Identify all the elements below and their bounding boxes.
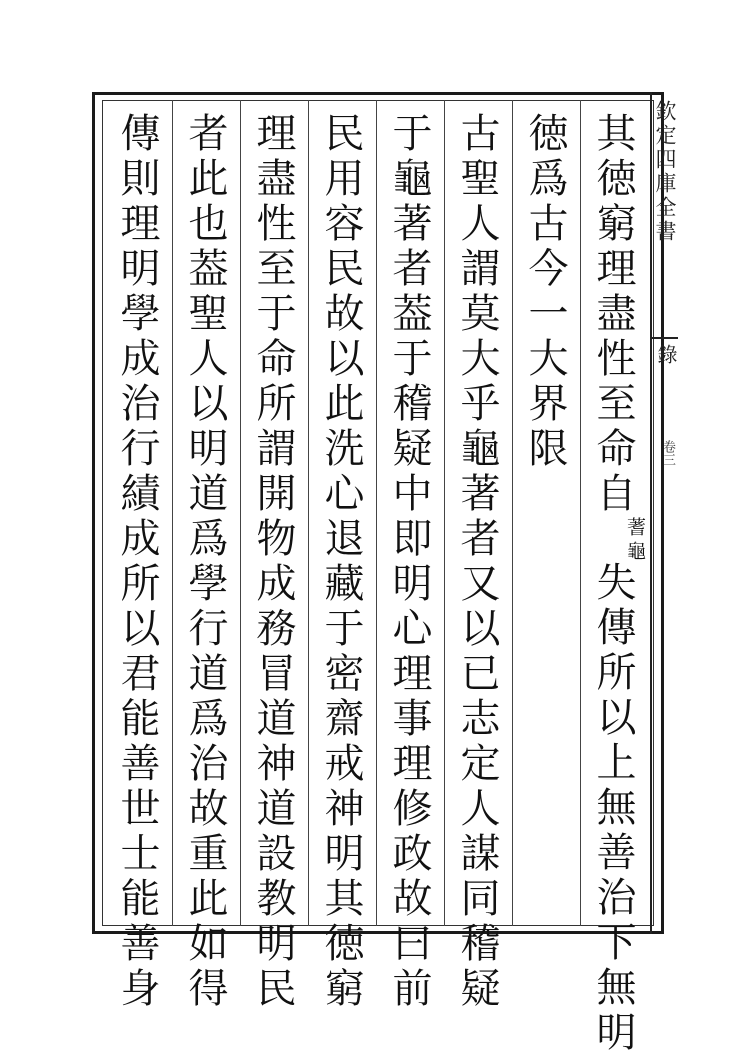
- text-column-7: [182, 112, 228, 1012]
- column-rule: [308, 100, 309, 926]
- interlinear-note: [600, 517, 646, 565]
- column-text: 徳爲古今一大界限: [522, 112, 568, 472]
- column-text: 失傳所以上無善治下無明: [590, 561, 636, 1056]
- text-column-3: [454, 112, 500, 1012]
- column-text: 傳則理明學成治行績成所以君能善世士能善身: [114, 112, 160, 1012]
- text-column-2: [522, 112, 568, 472]
- band-separator: [650, 337, 678, 339]
- column-rule: [580, 100, 581, 926]
- column-rule: [376, 100, 377, 926]
- text-column-8: [114, 112, 160, 1012]
- book-title: 欽定四庫全書: [653, 100, 677, 244]
- column-rule: [444, 100, 445, 926]
- note-text: 蓍龜: [624, 517, 646, 565]
- column-text: 其徳窮理盡性至命自: [590, 112, 636, 517]
- chapter-mark: 錄: [654, 344, 678, 364]
- column-rule: [512, 100, 513, 926]
- column-text: 者此也葢聖人以明道爲學行道爲治故重此如得: [182, 112, 228, 1012]
- column-rule: [172, 100, 173, 926]
- column-text: 古聖人謂莫大乎龜著者又以已志定人謀同稽疑: [454, 112, 500, 1012]
- text-column-1: [590, 112, 646, 1056]
- text-column-4: [386, 112, 432, 1012]
- column-text: 于龜著者葢于稽疑中即明心理事理修政故曰前: [386, 112, 432, 1012]
- column-rule: [240, 100, 241, 926]
- text-column-6: [250, 112, 296, 1012]
- column-text: 民用容民故以此洗心退藏于密齋戒神明其徳窮: [318, 112, 364, 1012]
- column-text: 理盡性至于命所謂開物成務冒道神道設教明民: [250, 112, 296, 1012]
- volume-mark: 卷三: [660, 440, 675, 466]
- text-column-5: [318, 112, 364, 1012]
